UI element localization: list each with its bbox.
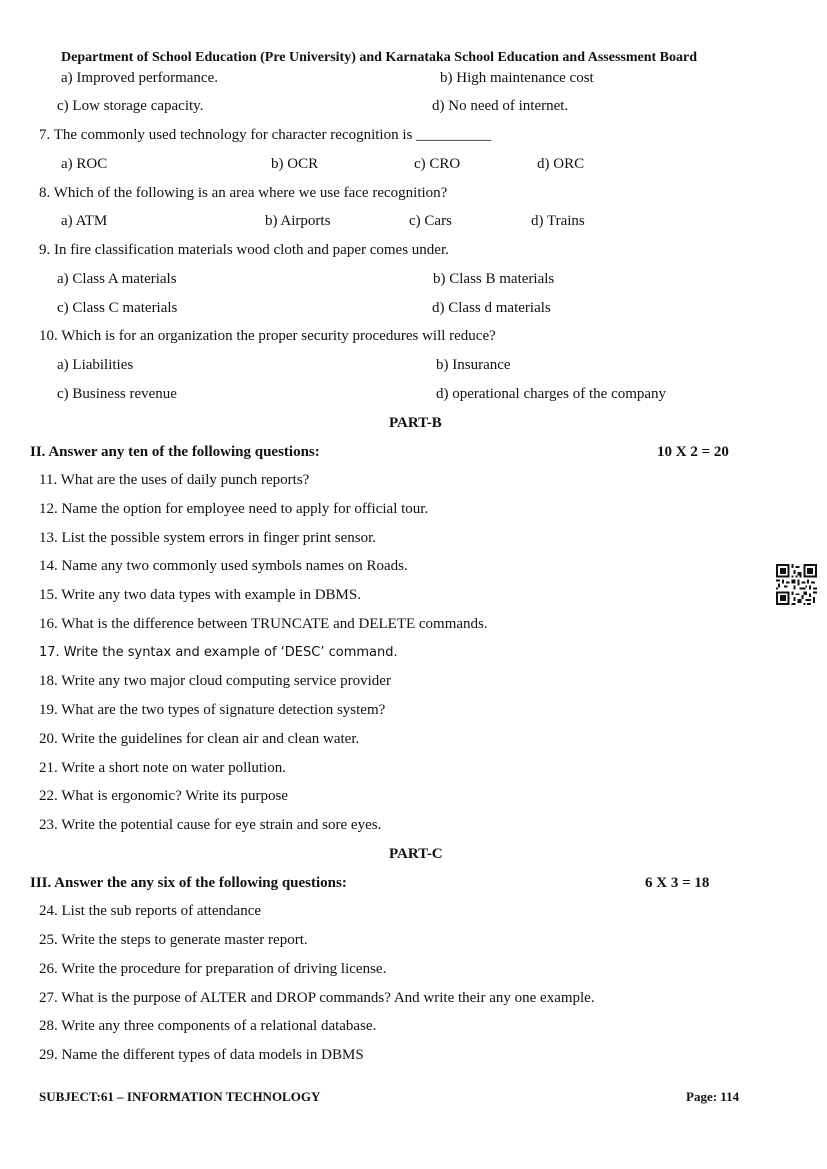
q8-option-b: b) Airports xyxy=(265,213,331,229)
part-c-marks: 6 X 3 = 18 xyxy=(645,875,710,891)
question-23: 23. Write the potential cause for eye strain and sore eyes. xyxy=(39,817,382,833)
q9-option-a: a) Class A materials xyxy=(57,271,177,287)
q9-option-b: b) Class B materials xyxy=(433,271,555,287)
question-19: 19. What are the two types of signature detection system? xyxy=(39,702,386,718)
part-c-title: PART-C xyxy=(389,846,443,862)
question-14: 14. Name any two commonly used symbols names on Roads. xyxy=(39,558,408,574)
part-b-marks: 10 X 2 = 20 xyxy=(657,444,729,460)
question-9: 9. In fire classification materials wood cloth and paper comes under. xyxy=(39,242,449,258)
q10-option-a: a) Liabilities xyxy=(57,357,134,373)
qr-code-icon xyxy=(776,564,817,605)
q8-option-a: a) ATM xyxy=(61,213,108,229)
question-12: 12. Name the option for employee need to apply for official tour. xyxy=(39,501,429,517)
q8-option-d: d) Trains xyxy=(531,213,585,229)
question-29: 29. Name the different types of data models in DBMS xyxy=(39,1047,364,1063)
question-24: 24. List the sub reports of attendance xyxy=(39,903,262,919)
question-11: 11. What are the uses of daily punch reports? xyxy=(39,472,310,488)
question-16: 16. What is the difference between TRUNCATE and DELETE commands. xyxy=(39,616,488,632)
q6-option-a: a) Improved performance. xyxy=(61,70,219,86)
question-20: 20. Write the guidelines for clean air and clean water. xyxy=(39,731,360,747)
footer-page-number: Page: 114 xyxy=(686,1089,740,1104)
question-28: 28. Write any three components of a relational database. xyxy=(39,1018,377,1034)
q10-option-c: c) Business revenue xyxy=(57,386,177,402)
q7-option-b: b) OCR xyxy=(271,156,319,172)
q6-option-d: d) No need of internet. xyxy=(432,98,569,114)
q7-option-d: d) ORC xyxy=(537,156,585,172)
question-21: 21. Write a short note on water pollution. xyxy=(39,760,286,776)
question-27: 27. What is the purpose of ALTER and DROP commands? And write their any one example. xyxy=(39,990,595,1006)
part-c-instruction: III. Answer the any six of the following questions: xyxy=(30,875,347,891)
page-header: Department of School Education (Pre University) and Karnataka School Education and Assessment Board xyxy=(61,50,698,65)
question-15: 15. Write any two data types with example in DBMS. xyxy=(39,587,361,603)
question-13: 13. List the possible system errors in finger print sensor. xyxy=(39,530,377,546)
q8-option-c: c) Cars xyxy=(409,213,452,229)
q9-option-c: c) Class C materials xyxy=(57,300,178,316)
question-18: 18. Write any two major cloud computing service provider xyxy=(39,673,391,689)
q10-option-d: d) operational charges of the company xyxy=(436,386,667,402)
question-10: 10. Which is for an organization the proper security procedures will reduce? xyxy=(39,328,496,344)
question-17: 17. Write the syntax and example of ‘DESC’ command. xyxy=(39,645,398,660)
question-7: 7. The commonly used technology for character recognition is __________ xyxy=(39,127,492,143)
part-b-title: PART-B xyxy=(389,415,442,431)
question-25: 25. Write the steps to generate master report. xyxy=(39,932,308,948)
q6-option-b: b) High maintenance cost xyxy=(440,70,594,86)
q6-option-c: c) Low storage capacity. xyxy=(57,98,204,114)
q7-option-c: c) CRO xyxy=(414,156,461,172)
q7-option-a: a) ROC xyxy=(61,156,108,172)
question-8: 8. Which of the following is an area where we use face recognition? xyxy=(39,185,448,201)
question-26: 26. Write the procedure for preparation of driving license. xyxy=(39,961,387,977)
footer-subject: SUBJECT:61 – INFORMATION TECHNOLOGY xyxy=(39,1089,321,1104)
part-b-instruction: II. Answer any ten of the following questions: xyxy=(30,444,320,460)
q9-option-d: d) Class d materials xyxy=(432,300,551,316)
q10-option-b: b) Insurance xyxy=(436,357,511,373)
question-22: 22. What is ergonomic? Write its purpose xyxy=(39,788,288,804)
